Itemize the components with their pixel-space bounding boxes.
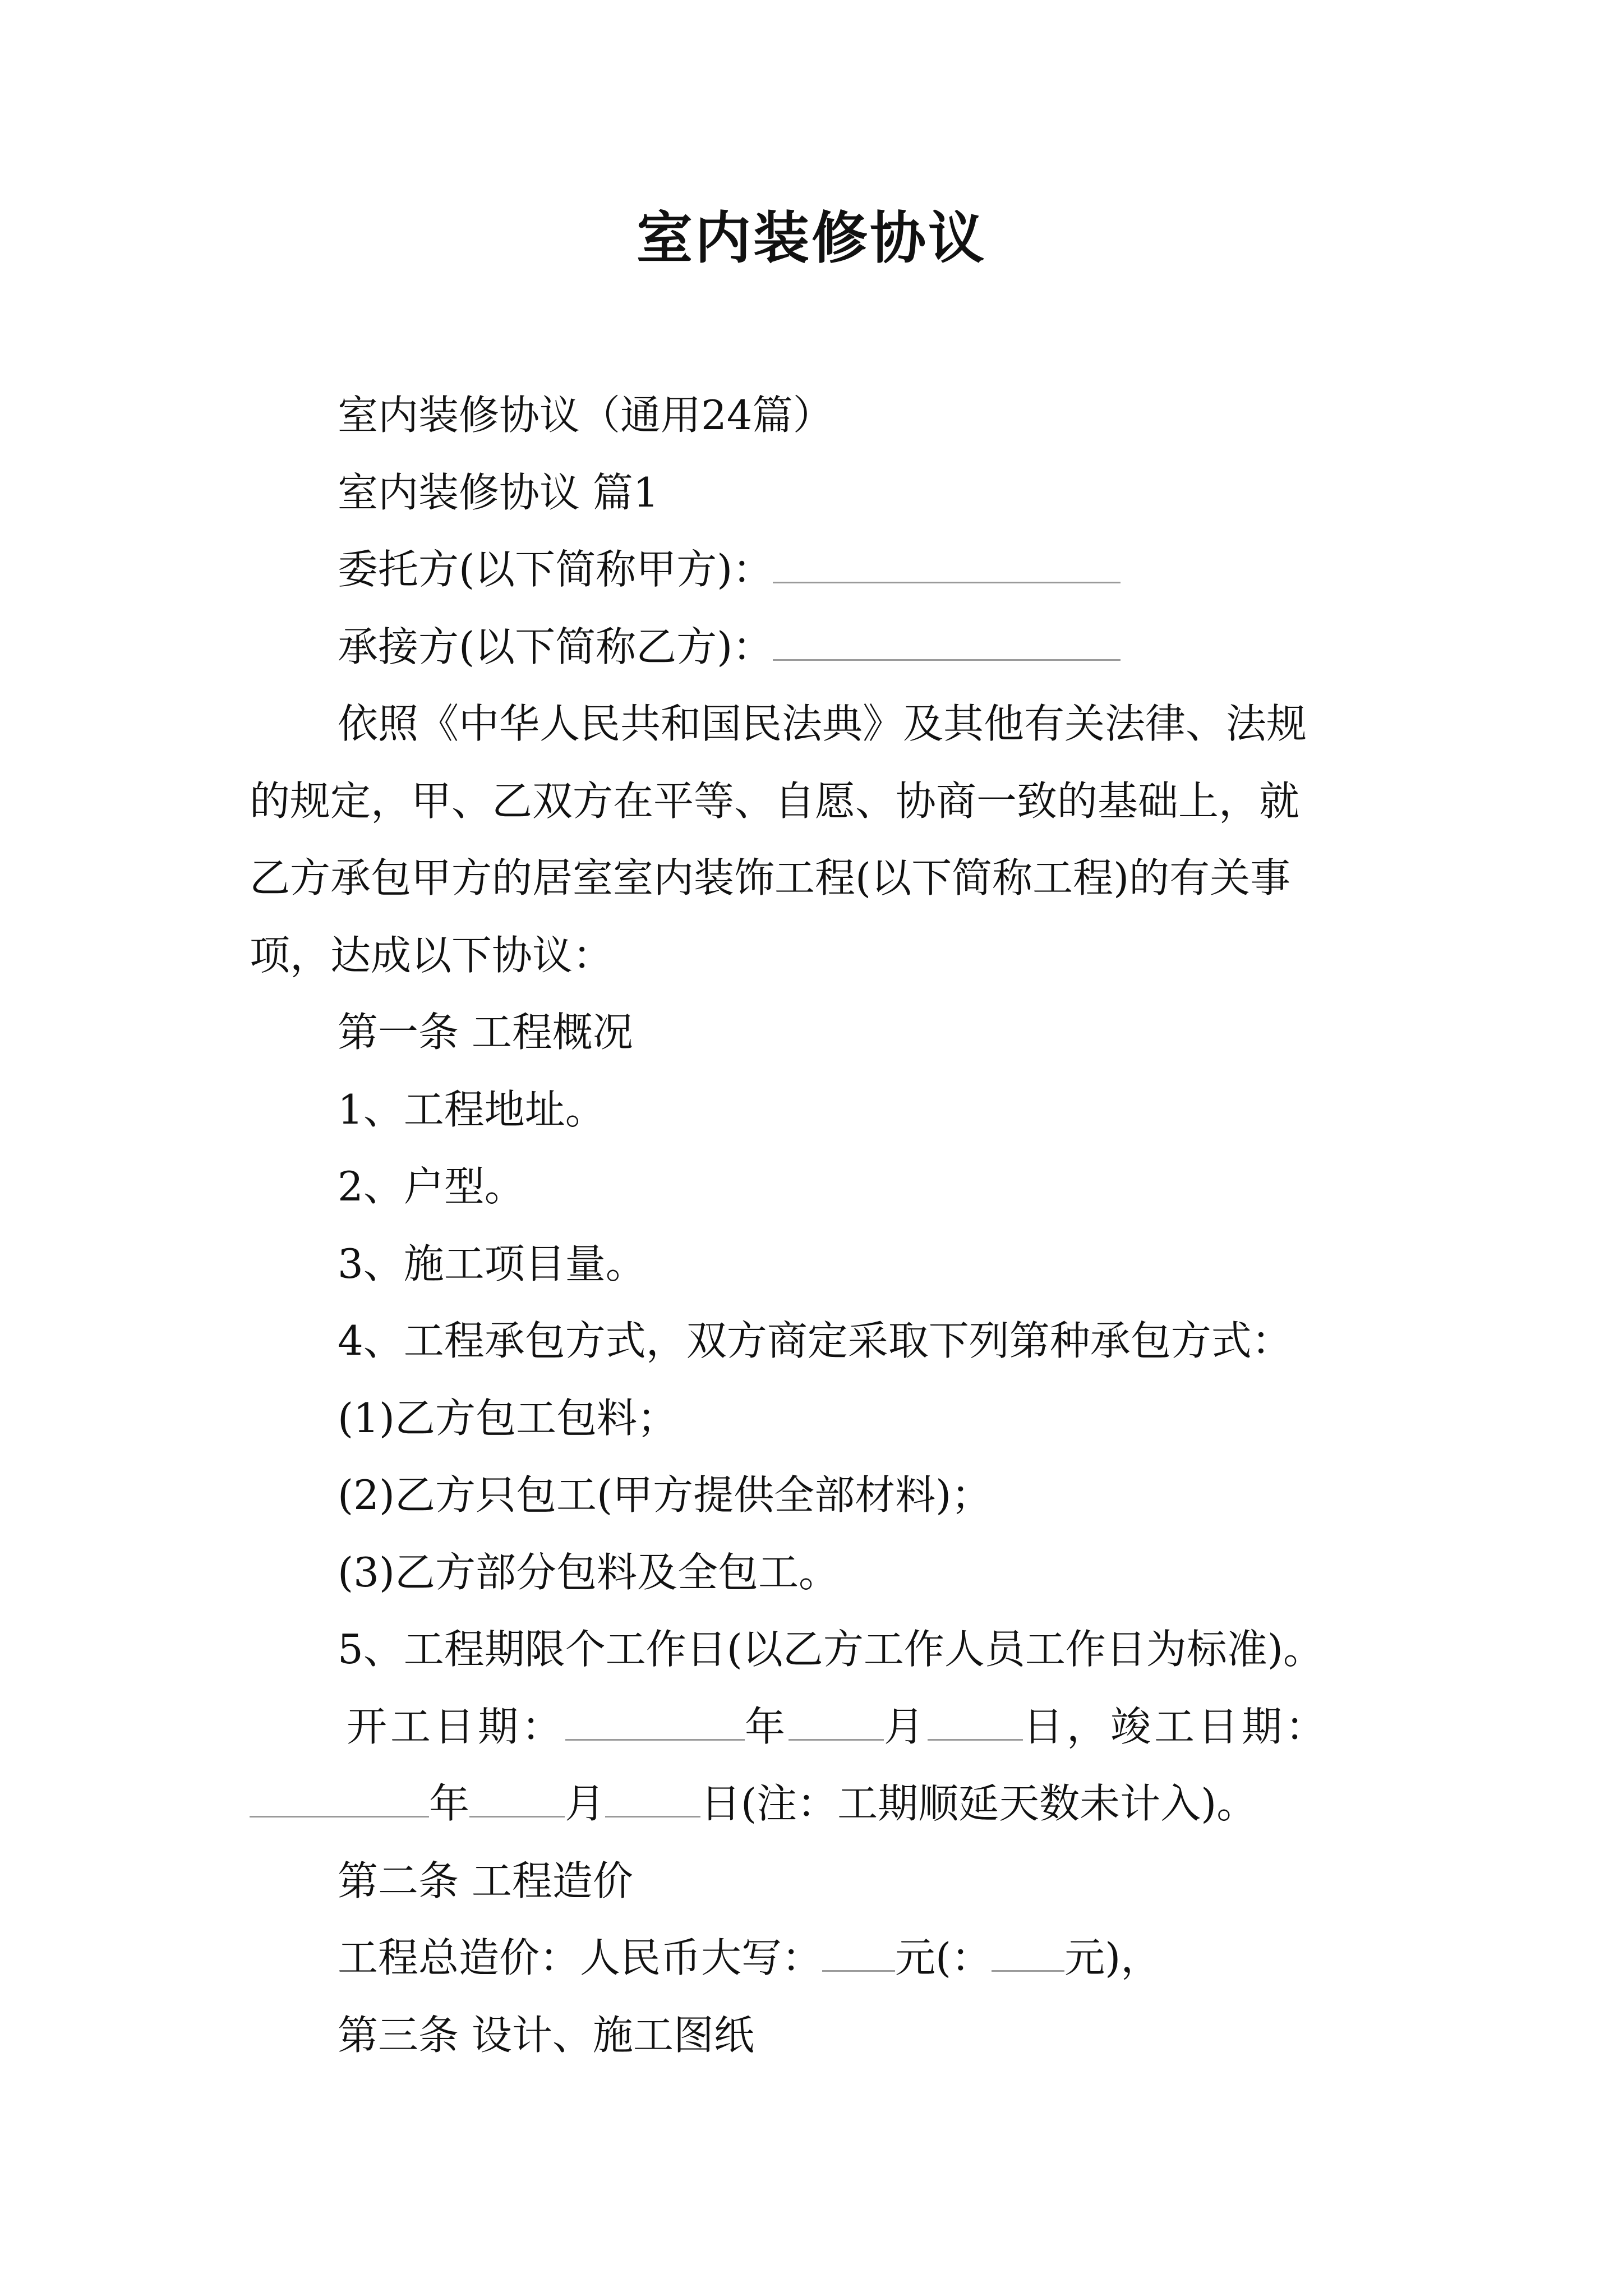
list-item: (1)乙方包工包料； [338,1395,677,1442]
list-item: 3、施工项目量。 [338,1240,646,1287]
list-item: (2)乙方只包工(甲方提供全部材料)； [338,1471,992,1519]
start-month-blank [789,1704,884,1741]
end-year-blank [250,1781,429,1818]
article-heading: 第三条 设计、施工图纸 [338,2012,754,2059]
paragraph-line: 依照《中华人民共和国民法典》及其他有关法律、法规 [338,700,1307,747]
year-unit: 年 [429,1780,470,1827]
price-label: 工程总造价：人民币大写： [338,1934,823,1981]
party-a-blank [773,547,1121,583]
section-heading: 室内装修协议 篇1 [338,469,659,516]
start-date-line [347,1699,1479,1755]
list-item: 1、工程地址。 [338,1086,606,1133]
party-b-line [338,619,1470,675]
list-item: 4、工程承包方式，双方商定采取下列第种承包方式： [338,1317,1292,1364]
start-day-blank [928,1704,1023,1741]
end-date-label: 日，竣工日期： [1023,1703,1330,1750]
party-b-blank [773,624,1121,661]
party-a-label: 委托方(以下简称甲方)： [338,546,773,593]
list-item: 5、工程期限个工作日(以乙方工作人员工作日为标准)。 [338,1626,1324,1673]
price-unit-b: 元)， [1064,1934,1161,1981]
paragraph-line: 乙方承包甲方的居室室内装饰工程(以下简称工程)的有关事 [250,854,1291,901]
price-number-blank [992,1935,1064,1972]
list-item: (3)乙方部分包料及全包工。 [338,1549,839,1596]
subtitle-line: 室内装修协议（通用24篇） [338,392,833,439]
paragraph-line: 的规定，甲、乙双方在平等、自愿、协商一致的基础上，就 [250,777,1300,825]
price-line [338,1930,1470,1986]
month-unit: 月 [884,1703,928,1750]
month-unit: 月 [565,1780,606,1827]
price-words-blank [822,1935,895,1972]
start-year-blank [565,1704,745,1741]
price-unit-a: 元(： [895,1934,992,1981]
end-date-line [250,1775,1382,1832]
end-day-blank [605,1781,700,1818]
document-title: 室内装修协议 [637,205,986,271]
end-date-note: 日(注：工期顺延天数未计入)。 [700,1780,1257,1827]
article-heading: 第一条 工程概况 [338,1009,633,1056]
paragraph-line: 项，达成以下协议： [250,932,614,979]
party-b-label: 承接方(以下简称乙方)： [338,623,773,670]
end-month-blank [469,1781,565,1818]
party-a-line [338,541,1470,597]
article-heading: 第二条 工程造价 [338,1857,633,1904]
year-unit: 年 [745,1703,789,1750]
start-date-label: 开工日期： [347,1703,566,1750]
list-item: 2、户型。 [338,1163,525,1210]
